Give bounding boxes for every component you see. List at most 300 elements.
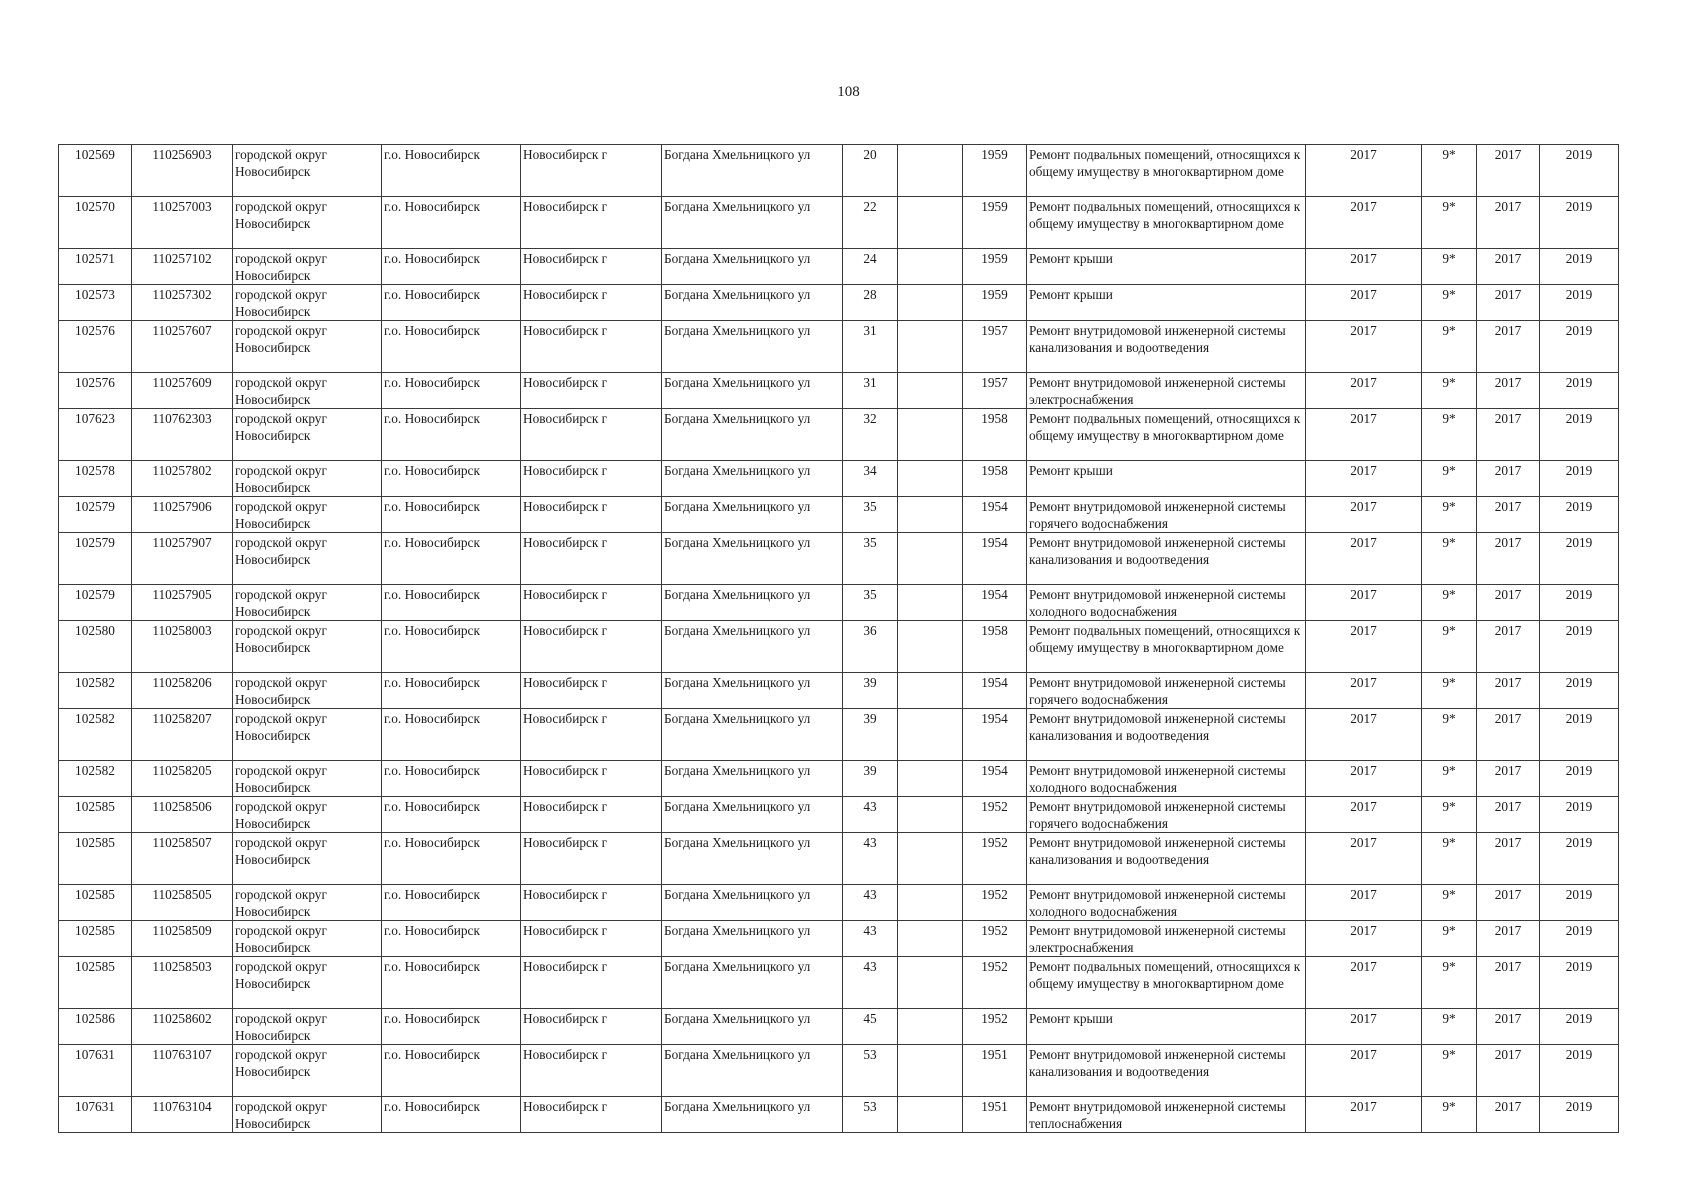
cell-house: 35 [843,533,898,585]
cell-work-type: Ремонт внутридомовой инженерной системы канализования и водоотведения [1027,321,1306,373]
cell-house: 20 [843,145,898,197]
cell-municipality: г.о. Новосибирск [382,1097,521,1133]
cell-street: Богдана Хмельницкого ул [662,673,843,709]
cell-code: 110256903 [132,145,233,197]
cell-korpus [898,673,963,709]
cell-id: 102582 [59,673,132,709]
cell-district: городской округ Новосибирск [233,885,382,921]
table-row [59,1009,1619,1045]
cell-house: 34 [843,461,898,497]
table-row [59,461,1619,497]
cell-city: Новосибирск г [521,833,662,885]
cell-korpus [898,461,963,497]
cell-work-type: Ремонт внутридомовой инженерной системы теплоснабжения [1027,1097,1306,1133]
cell-city: Новосибирск г [521,285,662,321]
cell-id: 102582 [59,709,132,761]
cell-plan-year: 2017 [1306,373,1422,409]
cell-plan-year: 2017 [1306,797,1422,833]
cell-id: 102576 [59,321,132,373]
cell-id: 102579 [59,585,132,621]
cell-street: Богдана Хмельницкого ул [662,709,843,761]
cell-code: 110258205 [132,761,233,797]
cell-city: Новосибирск г [521,373,662,409]
cell-plan-year: 2017 [1306,761,1422,797]
cell-code: 110763107 [132,1045,233,1097]
cell-work-type: Ремонт внутридомовой инженерной системы электроснабжения [1027,921,1306,957]
cell-code: 110257102 [132,249,233,285]
cell-house: 35 [843,585,898,621]
cell-street: Богдана Хмельницкого ул [662,833,843,885]
cell-year-built: 1958 [963,409,1027,461]
cell-district: городской округ Новосибирск [233,921,382,957]
cell-street: Богдана Хмельницкого ул [662,533,843,585]
cell-municipality: г.о. Новосибирск [382,497,521,533]
table-row [59,409,1619,461]
cell-start-year: 2017 [1477,1045,1540,1097]
cell-district: городской округ Новосибирск [233,585,382,621]
cell-work-type: Ремонт внутридомовой инженерной системы канализования и водоотведения [1027,709,1306,761]
cell-municipality: г.о. Новосибирск [382,833,521,885]
cell-city: Новосибирск г [521,145,662,197]
cell-code: 110257003 [132,197,233,249]
cell-municipality: г.о. Новосибирск [382,797,521,833]
cell-end-year: 2019 [1540,833,1619,885]
cell-end-year: 2019 [1540,621,1619,673]
cell-year-built: 1957 [963,321,1027,373]
cell-district: городской округ Новосибирск [233,761,382,797]
cell-municipality: г.о. Новосибирск [382,373,521,409]
cell-start-year: 2017 [1477,1097,1540,1133]
cell-municipality: г.о. Новосибирск [382,145,521,197]
cell-work-type: Ремонт подвальных помещений, относящихся к общему имуществу в многоквартирном доме [1027,197,1306,249]
table-row [59,533,1619,585]
cell-floors: 9* [1422,285,1477,321]
table-row [59,285,1619,321]
cell-work-type: Ремонт внутридомовой инженерной системы горячего водоснабжения [1027,497,1306,533]
cell-street: Богдана Хмельницкого ул [662,957,843,1009]
cell-work-type: Ремонт внутридомовой инженерной системы канализования и водоотведения [1027,533,1306,585]
cell-work-type: Ремонт внутридомовой инженерной системы канализования и водоотведения [1027,1045,1306,1097]
cell-code: 110763104 [132,1097,233,1133]
cell-korpus [898,585,963,621]
cell-id: 102580 [59,621,132,673]
cell-plan-year: 2017 [1306,249,1422,285]
cell-municipality: г.о. Новосибирск [382,409,521,461]
cell-district: городской округ Новосибирск [233,957,382,1009]
table-row [59,321,1619,373]
cell-start-year: 2017 [1477,373,1540,409]
cell-work-type: Ремонт крыши [1027,1009,1306,1045]
cell-street: Богдана Хмельницкого ул [662,373,843,409]
cell-korpus [898,833,963,885]
cell-id: 102579 [59,497,132,533]
cell-id: 107623 [59,409,132,461]
table-row [59,1045,1619,1097]
cell-street: Богдана Хмельницкого ул [662,585,843,621]
cell-street: Богдана Хмельницкого ул [662,885,843,921]
cell-korpus [898,797,963,833]
cell-house: 45 [843,1009,898,1045]
cell-district: городской округ Новосибирск [233,533,382,585]
cell-start-year: 2017 [1477,497,1540,533]
cell-plan-year: 2017 [1306,533,1422,585]
cell-floors: 9* [1422,921,1477,957]
cell-plan-year: 2017 [1306,621,1422,673]
cell-district: городской округ Новосибирск [233,321,382,373]
cell-plan-year: 2017 [1306,285,1422,321]
cell-korpus [898,145,963,197]
cell-house: 36 [843,621,898,673]
table-row [59,497,1619,533]
cell-district: городской округ Новосибирск [233,709,382,761]
cell-year-built: 1952 [963,797,1027,833]
cell-korpus [898,409,963,461]
cell-code: 110257905 [132,585,233,621]
cell-municipality: г.о. Новосибирск [382,249,521,285]
cell-korpus [898,285,963,321]
cell-city: Новосибирск г [521,409,662,461]
cell-end-year: 2019 [1540,249,1619,285]
cell-code: 110258206 [132,673,233,709]
cell-end-year: 2019 [1540,373,1619,409]
cell-start-year: 2017 [1477,833,1540,885]
cell-work-type: Ремонт внутридомовой инженерной системы горячего водоснабжения [1027,673,1306,709]
cell-floors: 9* [1422,373,1477,409]
cell-street: Богдана Хмельницкого ул [662,409,843,461]
cell-city: Новосибирск г [521,673,662,709]
cell-floors: 9* [1422,249,1477,285]
cell-house: 53 [843,1097,898,1133]
cell-house: 24 [843,249,898,285]
table-row [59,145,1619,197]
cell-plan-year: 2017 [1306,957,1422,1009]
cell-end-year: 2019 [1540,585,1619,621]
cell-plan-year: 2017 [1306,1009,1422,1045]
cell-street: Богдана Хмельницкого ул [662,197,843,249]
cell-municipality: г.о. Новосибирск [382,285,521,321]
cell-floors: 9* [1422,673,1477,709]
cell-municipality: г.о. Новосибирск [382,585,521,621]
cell-house: 31 [843,321,898,373]
cell-start-year: 2017 [1477,585,1540,621]
cell-korpus [898,1009,963,1045]
cell-start-year: 2017 [1477,197,1540,249]
cell-city: Новосибирск г [521,621,662,673]
cell-end-year: 2019 [1540,321,1619,373]
cell-municipality: г.о. Новосибирск [382,197,521,249]
cell-district: городской округ Новосибирск [233,1045,382,1097]
cell-district: городской округ Новосибирск [233,1097,382,1133]
cell-district: городской округ Новосибирск [233,461,382,497]
cell-start-year: 2017 [1477,321,1540,373]
cell-end-year: 2019 [1540,885,1619,921]
cell-district: городской округ Новосибирск [233,497,382,533]
cell-plan-year: 2017 [1306,921,1422,957]
cell-code: 110762303 [132,409,233,461]
cell-start-year: 2017 [1477,285,1540,321]
cell-id: 102582 [59,761,132,797]
cell-house: 39 [843,761,898,797]
cell-street: Богдана Хмельницкого ул [662,797,843,833]
cell-start-year: 2017 [1477,533,1540,585]
cell-end-year: 2019 [1540,145,1619,197]
cell-code: 110258003 [132,621,233,673]
cell-plan-year: 2017 [1306,673,1422,709]
cell-code: 110257607 [132,321,233,373]
cell-district: городской округ Новосибирск [233,621,382,673]
cell-end-year: 2019 [1540,957,1619,1009]
cell-end-year: 2019 [1540,497,1619,533]
cell-house: 39 [843,709,898,761]
cell-end-year: 2019 [1540,197,1619,249]
cell-end-year: 2019 [1540,761,1619,797]
cell-year-built: 1954 [963,709,1027,761]
cell-house: 39 [843,673,898,709]
cell-plan-year: 2017 [1306,709,1422,761]
cell-code: 110257906 [132,497,233,533]
cell-city: Новосибирск г [521,1009,662,1045]
cell-municipality: г.о. Новосибирск [382,885,521,921]
cell-id: 102578 [59,461,132,497]
cell-end-year: 2019 [1540,673,1619,709]
cell-code: 110258503 [132,957,233,1009]
cell-floors: 9* [1422,761,1477,797]
cell-code: 110258207 [132,709,233,761]
cell-house: 53 [843,1045,898,1097]
table-row [59,585,1619,621]
cell-district: городской округ Новосибирск [233,249,382,285]
cell-municipality: г.о. Новосибирск [382,1045,521,1097]
cell-year-built: 1951 [963,1045,1027,1097]
cell-municipality: г.о. Новосибирск [382,321,521,373]
cell-municipality: г.о. Новосибирск [382,533,521,585]
cell-floors: 9* [1422,321,1477,373]
cell-korpus [898,321,963,373]
cell-municipality: г.о. Новосибирск [382,957,521,1009]
cell-start-year: 2017 [1477,957,1540,1009]
cell-house: 43 [843,797,898,833]
cell-municipality: г.о. Новосибирск [382,761,521,797]
table-row [59,197,1619,249]
cell-korpus [898,249,963,285]
cell-year-built: 1959 [963,145,1027,197]
cell-work-type: Ремонт подвальных помещений, относящихся к общему имуществу в многоквартирном доме [1027,409,1306,461]
cell-start-year: 2017 [1477,461,1540,497]
cell-district: городской округ Новосибирск [233,197,382,249]
cell-year-built: 1959 [963,249,1027,285]
cell-year-built: 1952 [963,885,1027,921]
cell-start-year: 2017 [1477,673,1540,709]
cell-city: Новосибирск г [521,533,662,585]
cell-end-year: 2019 [1540,797,1619,833]
cell-plan-year: 2017 [1306,321,1422,373]
cell-house: 28 [843,285,898,321]
cell-code: 110258507 [132,833,233,885]
table-row [59,885,1619,921]
cell-start-year: 2017 [1477,1009,1540,1045]
cell-code: 110257609 [132,373,233,409]
cell-year-built: 1951 [963,1097,1027,1133]
cell-house: 35 [843,497,898,533]
cell-id: 102573 [59,285,132,321]
cell-plan-year: 2017 [1306,585,1422,621]
cell-street: Богдана Хмельницкого ул [662,461,843,497]
cell-year-built: 1959 [963,285,1027,321]
cell-korpus [898,761,963,797]
cell-city: Новосибирск г [521,461,662,497]
cell-id: 102585 [59,797,132,833]
cell-floors: 9* [1422,197,1477,249]
cell-year-built: 1954 [963,585,1027,621]
cell-code: 110258505 [132,885,233,921]
cell-id: 102576 [59,373,132,409]
cell-street: Богдана Хмельницкого ул [662,321,843,373]
cell-street: Богдана Хмельницкого ул [662,761,843,797]
cell-end-year: 2019 [1540,533,1619,585]
cell-end-year: 2019 [1540,285,1619,321]
cell-end-year: 2019 [1540,921,1619,957]
cell-city: Новосибирск г [521,585,662,621]
cell-city: Новосибирск г [521,197,662,249]
cell-street: Богдана Хмельницкого ул [662,921,843,957]
cell-korpus [898,621,963,673]
cell-floors: 9* [1422,1097,1477,1133]
cell-start-year: 2017 [1477,709,1540,761]
cell-year-built: 1954 [963,673,1027,709]
cell-district: городской округ Новосибирск [233,145,382,197]
cell-korpus [898,197,963,249]
cell-work-type: Ремонт внутридомовой инженерной системы электроснабжения [1027,373,1306,409]
cell-work-type: Ремонт подвальных помещений, относящихся к общему имуществу в многоквартирном доме [1027,145,1306,197]
cell-street: Богдана Хмельницкого ул [662,621,843,673]
cell-city: Новосибирск г [521,885,662,921]
cell-id: 102570 [59,197,132,249]
cell-year-built: 1957 [963,373,1027,409]
cell-year-built: 1952 [963,833,1027,885]
cell-floors: 9* [1422,461,1477,497]
cell-municipality: г.о. Новосибирск [382,921,521,957]
cell-plan-year: 2017 [1306,409,1422,461]
cell-house: 43 [843,957,898,1009]
table-row [59,709,1619,761]
cell-floors: 9* [1422,1009,1477,1045]
page-number: 108 [837,84,860,100]
cell-house: 43 [843,885,898,921]
cell-id: 102579 [59,533,132,585]
cell-floors: 9* [1422,957,1477,1009]
cell-start-year: 2017 [1477,885,1540,921]
cell-start-year: 2017 [1477,921,1540,957]
cell-city: Новосибирск г [521,249,662,285]
table-row [59,373,1619,409]
cell-work-type: Ремонт внутридомовой инженерной системы холодного водоснабжения [1027,585,1306,621]
cell-code: 110257302 [132,285,233,321]
cell-work-type: Ремонт крыши [1027,461,1306,497]
table-row [59,921,1619,957]
cell-end-year: 2019 [1540,409,1619,461]
cell-start-year: 2017 [1477,249,1540,285]
cell-year-built: 1959 [963,197,1027,249]
table-row [59,673,1619,709]
table-row [59,249,1619,285]
cell-house: 43 [843,921,898,957]
cell-plan-year: 2017 [1306,197,1422,249]
cell-floors: 9* [1422,145,1477,197]
table-row [59,957,1619,1009]
cell-id: 102585 [59,957,132,1009]
cell-work-type: Ремонт внутридомовой инженерной системы канализования и водоотведения [1027,833,1306,885]
cell-floors: 9* [1422,1045,1477,1097]
cell-korpus [898,885,963,921]
cell-korpus [898,957,963,1009]
table-body [59,145,1619,1133]
cell-plan-year: 2017 [1306,145,1422,197]
cell-work-type: Ремонт крыши [1027,285,1306,321]
cell-plan-year: 2017 [1306,1045,1422,1097]
cell-street: Богдана Хмельницкого ул [662,1045,843,1097]
cell-start-year: 2017 [1477,145,1540,197]
cell-floors: 9* [1422,797,1477,833]
cell-korpus [898,709,963,761]
cell-work-type: Ремонт внутридомовой инженерной системы холодного водоснабжения [1027,885,1306,921]
cell-end-year: 2019 [1540,1045,1619,1097]
cell-korpus [898,533,963,585]
cell-year-built: 1952 [963,957,1027,1009]
table-row [59,833,1619,885]
cell-year-built: 1958 [963,621,1027,673]
cell-start-year: 2017 [1477,409,1540,461]
cell-korpus [898,1097,963,1133]
cell-house: 43 [843,833,898,885]
cell-start-year: 2017 [1477,761,1540,797]
cell-code: 110258602 [132,1009,233,1045]
cell-district: городской округ Новосибирск [233,833,382,885]
cell-work-type: Ремонт внутридомовой инженерной системы холодного водоснабжения [1027,761,1306,797]
cell-id: 102569 [59,145,132,197]
cell-plan-year: 2017 [1306,833,1422,885]
table-row [59,1097,1619,1133]
cell-city: Новосибирск г [521,709,662,761]
cell-municipality: г.о. Новосибирск [382,709,521,761]
cell-district: городской округ Новосибирск [233,409,382,461]
cell-plan-year: 2017 [1306,497,1422,533]
cell-code: 110258506 [132,797,233,833]
cell-year-built: 1954 [963,497,1027,533]
cell-city: Новосибирск г [521,761,662,797]
cell-city: Новосибирск г [521,921,662,957]
cell-work-type: Ремонт подвальных помещений, относящихся к общему имуществу в многоквартирном доме [1027,957,1306,1009]
table-row [59,761,1619,797]
repair-schedule-table [58,144,1619,1133]
cell-floors: 9* [1422,497,1477,533]
cell-work-type: Ремонт крыши [1027,249,1306,285]
cell-house: 32 [843,409,898,461]
cell-code: 110257802 [132,461,233,497]
cell-year-built: 1954 [963,761,1027,797]
cell-street: Богдана Хмельницкого ул [662,285,843,321]
cell-code: 110257907 [132,533,233,585]
cell-street: Богдана Хмельницкого ул [662,249,843,285]
cell-district: городской округ Новосибирск [233,1009,382,1045]
cell-city: Новосибирск г [521,497,662,533]
cell-korpus [898,1045,963,1097]
cell-korpus [898,497,963,533]
cell-house: 22 [843,197,898,249]
cell-floors: 9* [1422,533,1477,585]
cell-start-year: 2017 [1477,621,1540,673]
cell-year-built: 1954 [963,533,1027,585]
cell-id: 102586 [59,1009,132,1045]
